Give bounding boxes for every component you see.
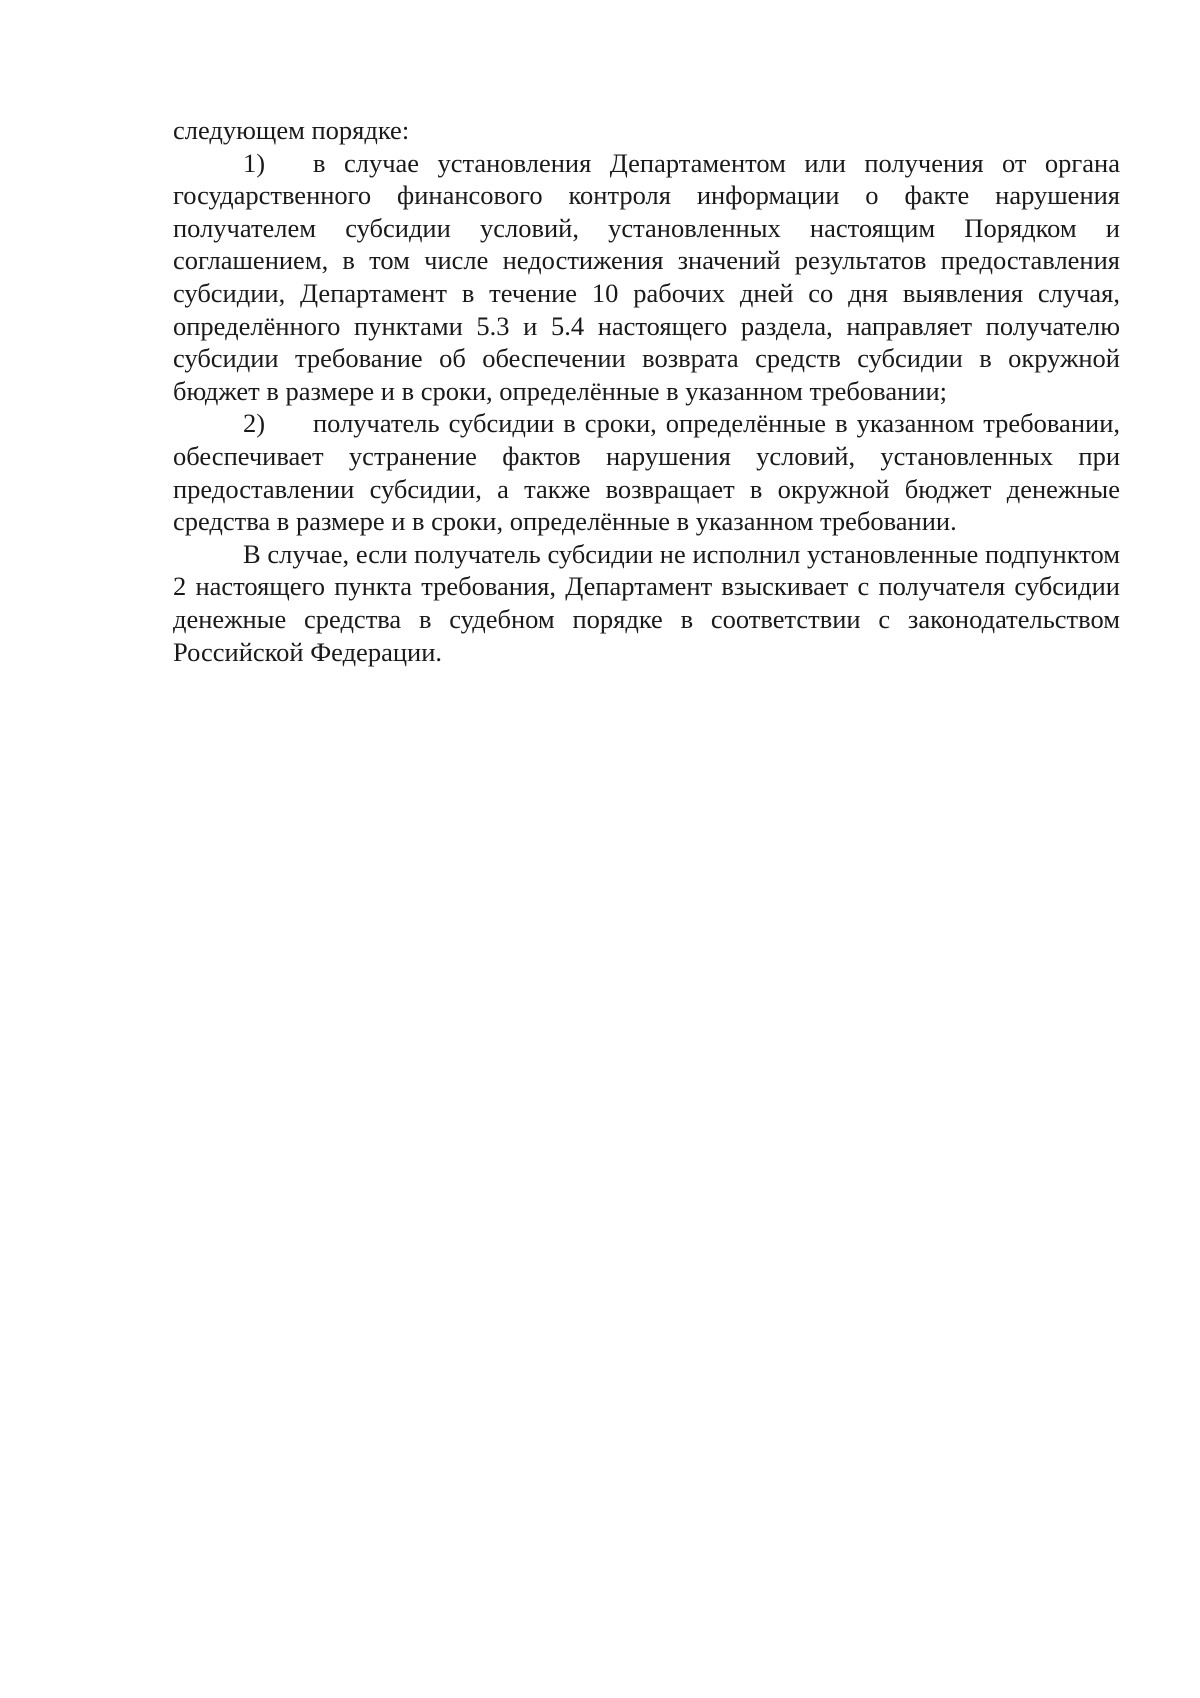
list-item-2	[173, 407, 1120, 537]
list-item-1	[173, 147, 1120, 408]
list-item-text: в случае установления Департаментом или получения от органа государственного финансового контроля информации о факте нарушения получателем субсидии условий, установленных настоящим Порядком и соглашением, в том числе недостижения значений результатов предоставления субсидии, Департамент в течение 10 рабочих дней со дня выявления случая, определённого пунктами 5.3 и 5.4 настоящего раздела, направляет получателю субсидии требование об обеспечении возврата средств субсидии в окружной бюджет в размере и в сроки, определённые в указанном требовании;	[173, 147, 1120, 406]
list-item-number: 1)	[243, 147, 266, 178]
document-body	[173, 114, 1120, 668]
list-item-text: получатель субсидии в сроки, определённые в указанном требовании, обеспечивает устранение фактов нарушения условий, установленных при предоставлении субсидии, а также возвращает в окружной бюджет денежные средства в размере и в сроки, определённые в указанном требовании.	[173, 408, 1120, 537]
opening-line: следующем порядке:	[173, 115, 410, 145]
list-item-number: 2)	[243, 408, 266, 439]
closing-paragraph: В случае, если получатель субсидии не исполнил установленные подпунктом 2 настоящего пункта требования, Департамент взыскивает с получателя субсидии денежные средства в судебном порядке в соответствии с законодательством Российской Федерации.	[173, 538, 1120, 667]
